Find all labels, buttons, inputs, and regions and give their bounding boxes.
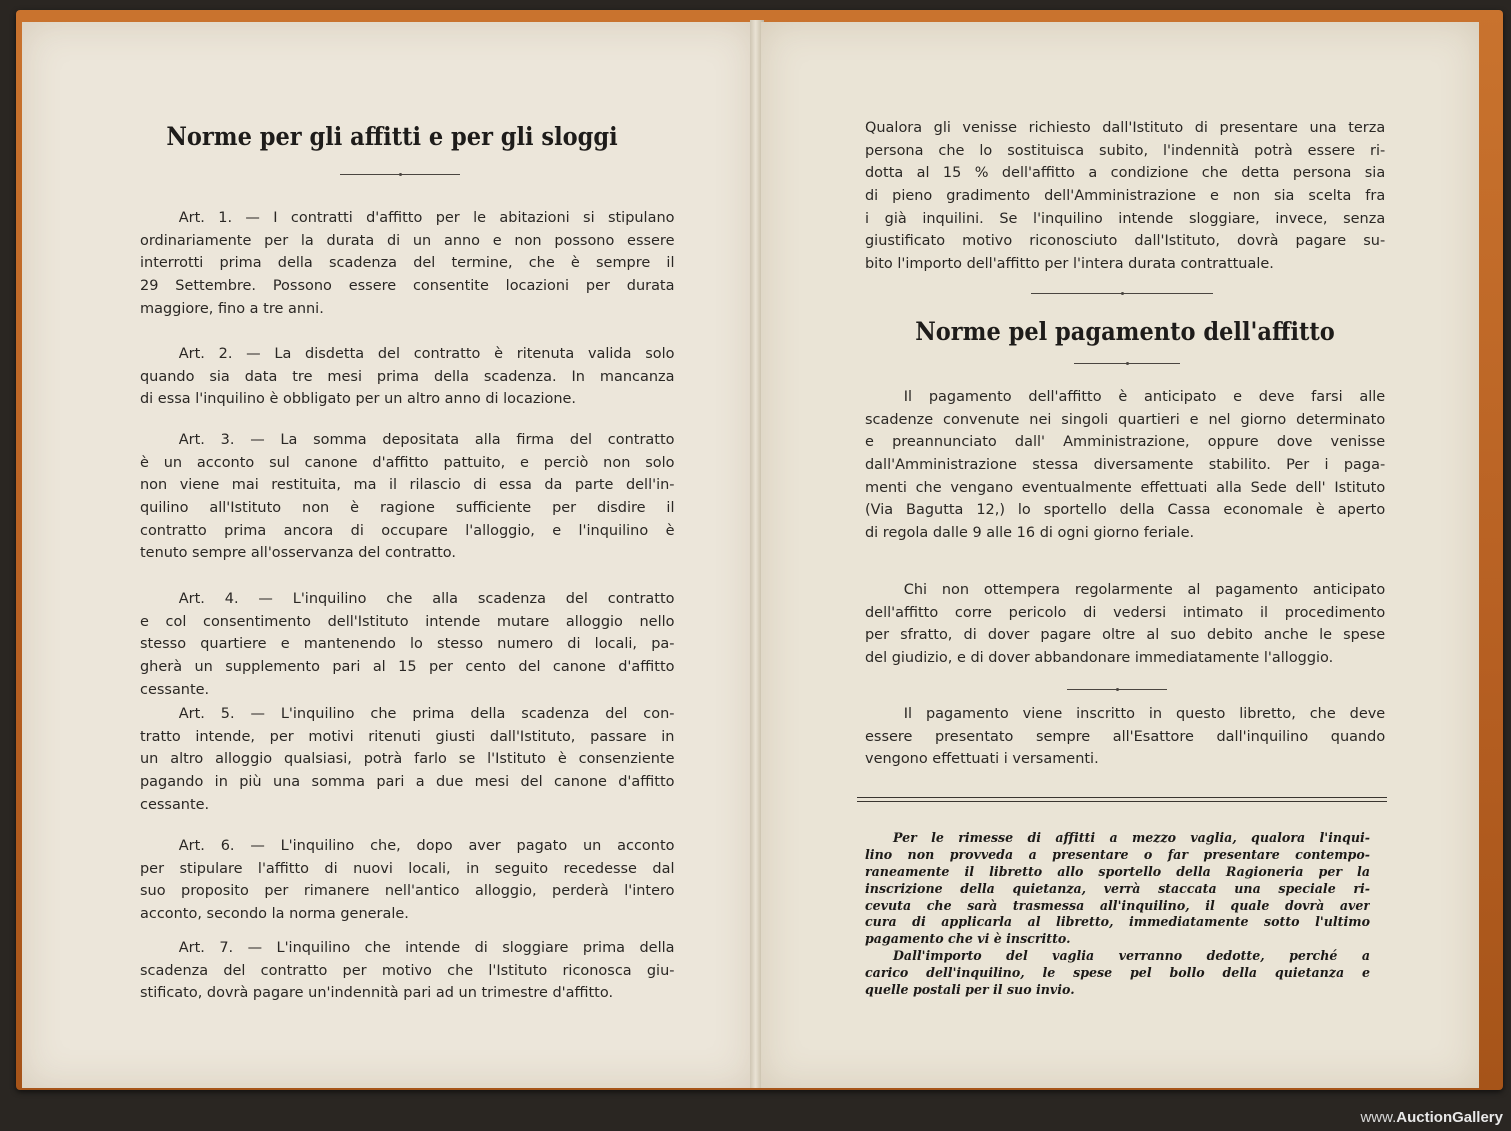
article-2 — [140, 343, 674, 411]
right-page-title: Norme pel pagamento dell'affitto — [915, 317, 1335, 346]
art-6-line: Art. 6. — L'inquilino che, dopo aver pagato un acconto — [178, 838, 675, 854]
art-2-line: Art. 2. — La disdetta del contratto è ritenuta valida solo — [178, 346, 675, 362]
art-2-line: di essa l'inquilino è obbligato per un altro anno di locazione. — [140, 391, 577, 408]
note-line: lino non provveda a presentare o far presentare contempo- — [865, 846, 1370, 862]
note-separator — [857, 797, 1387, 802]
right-page — [761, 22, 1479, 1088]
article-1 — [140, 207, 674, 320]
left-page — [22, 22, 754, 1088]
right-rule-1 — [1031, 293, 1213, 294]
art-6-line: per stipulare l'affitto di nuovi locali, in seguito recedesse dal — [140, 860, 675, 877]
art-3-line: tenuto sempre all'osservanza del contratto. — [140, 545, 456, 562]
note-line: cevuta che sarà trasmessa all'inquilino, il quale dovrà aver — [865, 897, 1370, 913]
payment-p3-line: essere presentato sempre all'Esattore dall'inquilino quando — [865, 728, 1386, 745]
note-line: carico dell'inquilino, le spese pel bollo della quietanza e — [865, 965, 1370, 981]
art-3-line: quilino all'Istituto non è ragione sufficiente per disdire il — [140, 500, 675, 517]
article-5 — [140, 703, 674, 816]
art-7-line: Art. 7. — L'inquilino che intende di sloggiare prima della — [178, 940, 675, 956]
art-5-line: tratto intende, per motivi ritenuti giusti dall'Istituto, passare in — [140, 728, 675, 745]
payment-p3-line: vengono effettuati i versamenti. — [865, 751, 1099, 768]
note-line: Per le rimesse di affitti a mezzo vaglia, qualora l'inqui- — [893, 830, 1370, 845]
article-3 — [140, 429, 674, 565]
payment-p2-line: dell'affitto corre pericolo di vedersi intimato il procedimento — [865, 604, 1386, 621]
art-7-line: stificato, dovrà pagare un'indennità pari ad un trimestre d'affitto. — [140, 985, 614, 1002]
art-2-line: quando sia data tre mesi prima della scadenza. In mancanza — [140, 368, 675, 385]
postal-order-note — [865, 830, 1370, 999]
continuation-line: di pieno gradimento dell'Amministrazione e non sia scelta fra — [865, 188, 1386, 205]
article-6 — [140, 835, 674, 926]
continuation-line: giustificato motivo riconosciuto dall'Istituto, dovrà pagare su- — [865, 233, 1386, 250]
art-4-line: Art. 4. — L'inquilino che alla scadenza del contratto — [178, 591, 675, 607]
payment-paragraph-3 — [865, 703, 1385, 771]
watermark-brand: AuctionGallery — [1396, 1109, 1503, 1126]
right-rule-3 — [1067, 689, 1167, 690]
art-5-line: un altro alloggio qualsiasi, potrà farlo se l'Istituto è consenziente — [140, 751, 675, 768]
auction-watermark — [1360, 1109, 1503, 1126]
payment-p3-line: Il pagamento viene inscritto in questo libretto, che deve — [903, 706, 1386, 722]
art-1-line: 29 Settembre. Possono essere consentite locazioni per durata — [140, 278, 675, 295]
watermark-prefix: www. — [1360, 1109, 1397, 1126]
payment-paragraph-1 — [865, 386, 1385, 545]
note-line: pagamento che vi è inscritto. — [865, 931, 1071, 947]
payment-p1-line: scadenze convenute nei singoli quartieri e nel giorno determinato — [865, 411, 1386, 428]
note-line: raneamente il libretto allo sportello della Ragioneria per la — [865, 863, 1370, 879]
article-7 — [140, 937, 674, 1005]
art-1-line: ordinariamente per la durata di un anno e non possono essere — [140, 232, 675, 249]
art-5-line: pagando in più una somma pari a due mesi del canone d'affitto — [140, 774, 675, 791]
art-4-line: gherà un supplemento pari al 15 per cento del canone d'affitto — [140, 659, 675, 676]
payment-p2-line: del giudizio, e di dover abbandonare immediatamente l'alloggio. — [865, 650, 1334, 667]
payment-p1-line: e preannunciato dall' Amministrazione, oppure dove venisse — [865, 434, 1386, 451]
art-5-line: cessante. — [140, 796, 210, 813]
continuation-line: Qualora gli venisse richiesto dall'Istituto di presentare una terza — [865, 120, 1386, 136]
art-4-line: e col consentimento dell'Istituto intende mutare alloggio nello — [140, 613, 675, 630]
art-3-line: è un acconto sul canone d'affitto pattuito, e perciò non solo — [140, 454, 675, 471]
article-7-continuation — [865, 117, 1385, 276]
art-6-line: acconto, secondo la norma generale. — [140, 906, 409, 923]
art-6-line: suo proposito per rimanere nell'antico alloggio, perderà l'intero — [140, 883, 675, 900]
payment-paragraph-2 — [865, 579, 1385, 670]
continuation-line: dotta al 15 % dell'affitto a condizione che detta persona sia — [865, 165, 1386, 182]
art-4-line: cessante. — [140, 681, 210, 698]
art-7-line: scadenza del contratto per motivo che l'Istituto riconosca giu- — [140, 962, 675, 979]
art-1-line: maggiore, fino a tre anni. — [140, 300, 324, 317]
note-line: Dall'importo del vaglia verranno dedotte, perché a — [893, 948, 1370, 964]
payment-p1-line: dall'Amministrazione stessa diversamente stabilito. Per i paga- — [865, 457, 1386, 474]
continuation-line: persona che lo sostituisca subito, l'indennità potrà essere ri- — [865, 142, 1386, 159]
payment-p1-line: menti che vengano eventualmente effettuati alla Sede dell' Istituto — [865, 479, 1386, 496]
note-line: inscrizione della quietanza, verrà staccata una speciale ri- — [865, 880, 1370, 896]
continuation-line: bito l'importo dell'affitto per l'intera durata contrattuale. — [865, 256, 1274, 273]
continuation-line: i già inquilini. Se l'inquilino intende sloggiare, invece, senza — [865, 210, 1386, 227]
note-line: quelle postali per il suo invio. — [865, 982, 1075, 998]
article-4 — [140, 588, 674, 701]
left-page-title: Norme per gli affitti e per gli sloggi — [166, 122, 618, 151]
art-4-line: stesso quartiere e mantenendo lo stesso numero di locali, pa- — [140, 636, 675, 653]
left-title-rule — [340, 174, 460, 175]
payment-p1-line: Il pagamento dell'affitto è anticipato e deve farsi alle — [903, 389, 1386, 405]
right-rule-2 — [1074, 363, 1180, 364]
art-3-line: non viene mai restituita, ma il rilascio di essa da parte dell'in- — [140, 477, 675, 494]
art-1-line: Art. 1. — I contratti d'affitto per le abitazioni si stipulano — [178, 210, 675, 226]
payment-p2-line: per sfratto, di dover pagare oltre al suo debito anche le spese — [865, 627, 1386, 644]
art-3-line: Art. 3. — La somma depositata alla firma del contratto — [178, 432, 675, 448]
note-line: cura di applicarla al libretto, immediatamente sotto l'ultimo — [865, 914, 1370, 930]
art-3-line: contratto prima ancora di occupare l'alloggio, e l'inquilino è — [140, 522, 675, 539]
payment-p1-line: di regola dalle 9 alle 16 di ogni giorno feriale. — [865, 525, 1195, 542]
payment-p1-line: (Via Bagutta 12,) lo sportello della Cassa economale è aperto — [865, 502, 1386, 519]
payment-p2-line: Chi non ottempera regolarmente al pagamento anticipato — [903, 582, 1386, 598]
art-1-line: interrotti prima della scadenza del termine, che è sempre il — [140, 255, 675, 272]
art-5-line: Art. 5. — L'inquilino che prima della scadenza del con- — [178, 706, 675, 722]
